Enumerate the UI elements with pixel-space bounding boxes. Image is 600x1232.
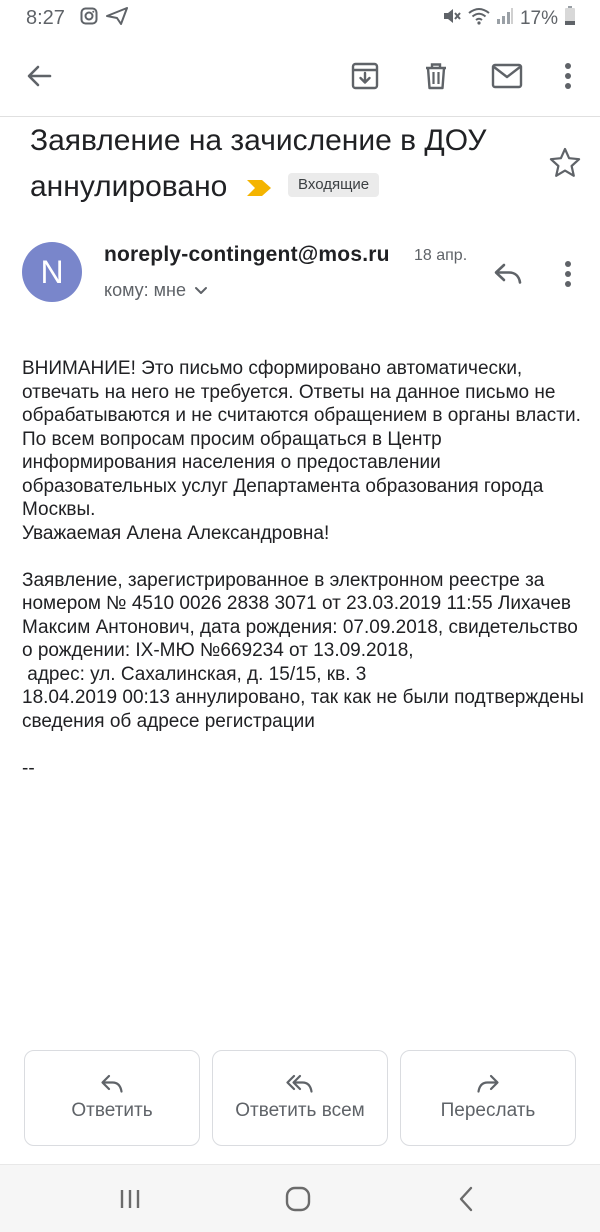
star-button[interactable] (548, 146, 582, 180)
more-vert-icon (564, 62, 572, 90)
reply-label: Ответить (71, 1100, 153, 1121)
archive-button[interactable] (343, 54, 387, 98)
star-icon (548, 146, 582, 180)
message-more-button[interactable] (548, 252, 588, 296)
chevron-left-icon (458, 1186, 474, 1212)
recipient-label: кому: мне (104, 279, 186, 300)
quick-reply-button[interactable] (486, 252, 530, 296)
reply-button[interactable] (24, 1050, 200, 1146)
toolbar-divider (0, 116, 600, 117)
toolbar (0, 40, 600, 112)
reply-all-button[interactable] (212, 1050, 388, 1146)
email-subject-block (30, 118, 550, 211)
archive-icon (350, 61, 380, 91)
cancellation-paragraph: 18.04.2019 00:13 аннулировано, так как не были подтверждены сведения об адресе регистрации (22, 687, 584, 732)
more-options-button[interactable] (546, 54, 590, 98)
trash-icon (422, 61, 450, 91)
home-icon (285, 1186, 311, 1212)
battery-percent: 17% (519, 8, 558, 29)
chevron-down-icon (190, 279, 212, 301)
recent-apps-icon (118, 1188, 142, 1210)
forward-button[interactable] (400, 1050, 576, 1146)
arrow-back-icon (25, 62, 53, 90)
mark-unread-icon (491, 63, 523, 89)
more-vert-icon (564, 260, 572, 288)
email-date: 18 апр. (414, 247, 468, 264)
recent-apps-button[interactable] (100, 1177, 160, 1221)
inbox-label-chip[interactable]: Входящие (288, 173, 379, 197)
signature-separator: -- (22, 757, 35, 779)
mute-icon (442, 7, 462, 31)
forward-icon (476, 1074, 500, 1094)
message-body (22, 357, 592, 780)
greeting-line: Уважаемая Алена Александровна! (22, 522, 330, 544)
telegram-icon (106, 7, 128, 31)
reply-all-icon (286, 1074, 314, 1094)
status-time: 8:27 (26, 7, 65, 29)
warning-paragraph: ВНИМАНИЕ! Это письмо сформировано автоматически, отвечать на него не требуется. Ответы на данное письмо не обрабатываются и не считаются обращением в органы власти. По всем вопросам просим обращаться в Центр информирования населения о предоставлении образовательных услуг Департамента образования города Москвы. (22, 358, 581, 520)
sender-address[interactable]: noreply-contingent@mos.ru (104, 243, 390, 266)
important-marker-icon[interactable] (246, 165, 272, 211)
address-line: адрес: ул. Сахалинская, д. 15/15, кв. 3 (22, 663, 367, 685)
reply-icon (493, 262, 523, 286)
delete-button[interactable] (414, 54, 458, 98)
instagram-icon (80, 7, 98, 31)
status-bar (0, 0, 600, 36)
forward-label: Переслать (440, 1100, 536, 1121)
notice-paragraph: Заявление, зарегистрированное в электронном реестре за номером № 4510 0026 2838 3071 от 23.03.2019 11:55 Лихачев Максим Антонович, дата рождения: 07.09.2018, свидетельство о рождении: IX-МЮ №669234 от 13.09.2018, (22, 569, 578, 661)
battery-icon (564, 6, 576, 32)
reply-all-label: Ответить всем (235, 1100, 365, 1121)
signal-icon (496, 7, 514, 31)
back-button[interactable] (17, 54, 61, 98)
mark-unread-button[interactable] (485, 54, 529, 98)
system-nav-bar (0, 1164, 600, 1232)
system-back-button[interactable] (436, 1177, 496, 1221)
home-button[interactable] (268, 1177, 328, 1221)
recipient-details-toggle[interactable] (104, 279, 212, 301)
sender-avatar[interactable]: N (22, 242, 82, 302)
reply-icon (100, 1074, 124, 1094)
wifi-icon (468, 7, 490, 31)
email-subject: Заявление на зачисление в ДОУ аннулировано (30, 124, 487, 203)
